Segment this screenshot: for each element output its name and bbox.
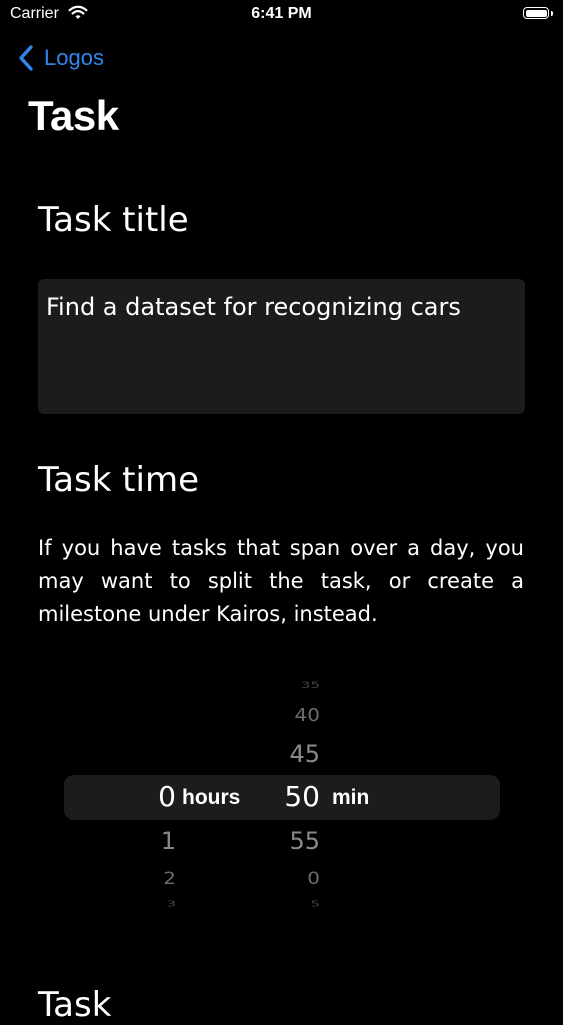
task-time-description: If you have tasks that span over a day, you may want to split the task, or create a milestone under Kairos, instead. xyxy=(38,536,524,626)
hours-option: 1 xyxy=(160,827,176,855)
next-section-heading: Task xyxy=(38,985,112,1025)
minutes-option: 5 xyxy=(310,899,320,909)
task-title-heading: Task title xyxy=(38,200,189,240)
minutes-selected-value: 50 xyxy=(284,780,320,813)
minutes-option: 0 xyxy=(307,867,320,889)
carrier-label: Carrier xyxy=(10,5,59,22)
task-time-heading: Task time xyxy=(38,460,200,500)
page-title: Task xyxy=(28,92,119,139)
minutes-option: 35 xyxy=(300,679,320,691)
minutes-option: 40 xyxy=(294,704,320,726)
minutes-option: 55 xyxy=(289,827,320,855)
duration-picker[interactable] xyxy=(64,668,500,920)
minutes-unit-label: min xyxy=(332,786,370,809)
back-button[interactable] xyxy=(14,40,104,76)
hours-selected-value: 0 xyxy=(158,780,176,813)
hours-unit-label: hours xyxy=(182,786,241,809)
hours-option: 3 xyxy=(166,899,176,909)
back-button-label: Logos xyxy=(44,45,104,70)
hours-option: 2 xyxy=(163,867,176,889)
task-title-input[interactable]: Find a dataset for recognizing cars xyxy=(38,279,525,414)
picker-selection-highlight xyxy=(64,775,500,820)
battery-icon xyxy=(523,7,549,19)
status-bar xyxy=(0,0,563,30)
status-time: 6:41 PM xyxy=(251,5,312,22)
minutes-option: 45 xyxy=(289,740,320,768)
chevron-left-icon xyxy=(14,43,42,73)
